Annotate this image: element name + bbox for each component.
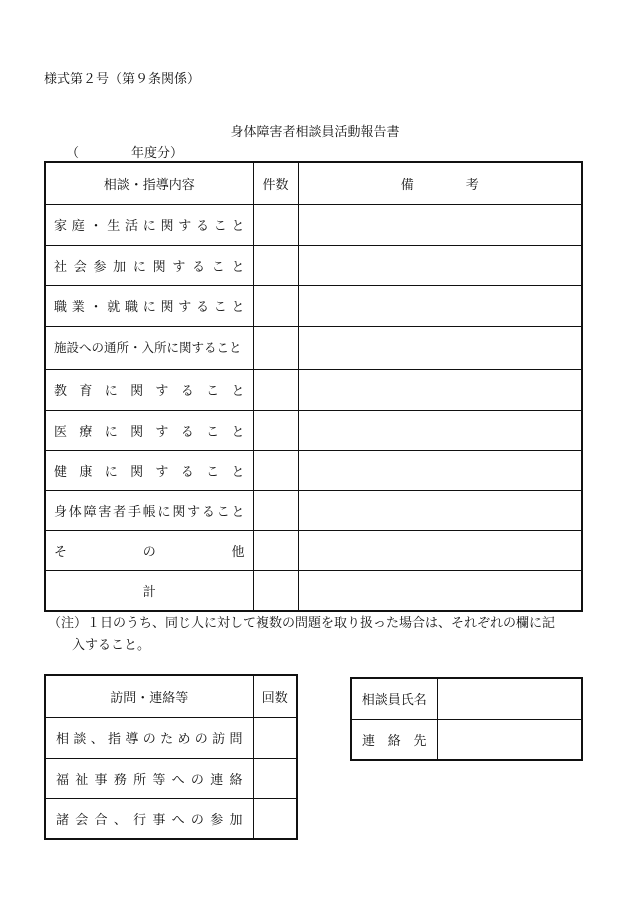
remarks-cell[interactable] [298,450,582,490]
header-count: 件数 [253,162,298,204]
activity-report-table [44,161,583,612]
visit-count-cell[interactable] [253,758,297,798]
total-count-cell[interactable] [253,570,298,611]
header-content: 相談・指導内容 [45,162,253,204]
table-row [45,717,297,758]
row-label: 医療に関すること [45,410,253,450]
visit-count-cell[interactable] [253,717,297,758]
remarks-cell[interactable] [298,285,582,326]
table-row [45,490,582,530]
visit-header-count: 回数 [253,675,297,717]
visit-row-label: 相談、指導のための訪問 [45,717,253,758]
contact-label: 連絡先 [351,719,437,760]
table-row [45,798,297,839]
visit-header-item: 訪問・連絡等 [45,675,253,717]
fiscal-year-open: （ [66,146,80,161]
visit-contact-table [44,674,298,840]
remarks-cell[interactable] [298,490,582,530]
total-remarks-cell[interactable] [298,570,582,611]
row-label: その他 [45,530,253,570]
table-header-row [45,162,582,204]
table-row [351,719,582,760]
table-row [45,450,582,490]
row-label: 教育に関すること [45,369,253,410]
visit-count-cell[interactable] [253,798,297,839]
contact-field[interactable] [437,719,582,760]
remarks-cell[interactable] [298,326,582,369]
row-label: 職業・就職に関すること [45,285,253,326]
table-row [45,530,582,570]
row-label: 社会参加に関すること [45,245,253,285]
footnote [48,613,593,657]
table-row [45,326,582,369]
page-title: 身体障害者相談員活動報告書 [230,125,400,140]
table-row-total [45,570,582,611]
remarks-cell[interactable] [298,410,582,450]
remarks-cell[interactable] [298,530,582,570]
count-cell[interactable] [253,326,298,369]
count-cell[interactable] [253,530,298,570]
remarks-cell[interactable] [298,245,582,285]
table-row [45,410,582,450]
visit-row-label: 諸会合、行事への参加 [45,798,253,839]
count-cell[interactable] [253,245,298,285]
row-label: 家庭・生活に関すること [45,204,253,245]
counselor-name-label: 相談員氏名 [351,678,437,719]
table-row [45,204,582,245]
count-cell[interactable] [253,285,298,326]
table-row [351,678,582,719]
count-cell[interactable] [253,369,298,410]
row-label: 施設への通所・入所に関すること [45,326,253,369]
footnote-line-2: 入すること。 [72,638,151,653]
total-label: 計 [45,570,253,611]
visit-row-label: 福祉事務所等への連絡 [45,758,253,798]
counselor-name-field[interactable] [437,678,582,719]
table-row [45,245,582,285]
fiscal-year-text: 年度分） [131,146,184,161]
footnote-line-1: （注）１日のうち、同じ人に対して複数の問題を取り扱った場合は、それぞれの欄に記 [48,616,556,631]
form-number: 様式第２号（第９条関係） [44,72,201,87]
count-cell[interactable] [253,410,298,450]
fiscal-year-label [66,142,183,161]
count-cell[interactable] [253,204,298,245]
count-cell[interactable] [253,450,298,490]
counselor-info-table [350,677,583,761]
row-label: 身体障害者手帳に関すること [45,490,253,530]
visit-header-row [45,675,297,717]
remarks-cell[interactable] [298,204,582,245]
table-row [45,285,582,326]
header-remarks: 備 考 [298,162,582,204]
table-row [45,758,297,798]
row-label: 健康に関すること [45,450,253,490]
table-row [45,369,582,410]
remarks-cell[interactable] [298,369,582,410]
count-cell[interactable] [253,490,298,530]
